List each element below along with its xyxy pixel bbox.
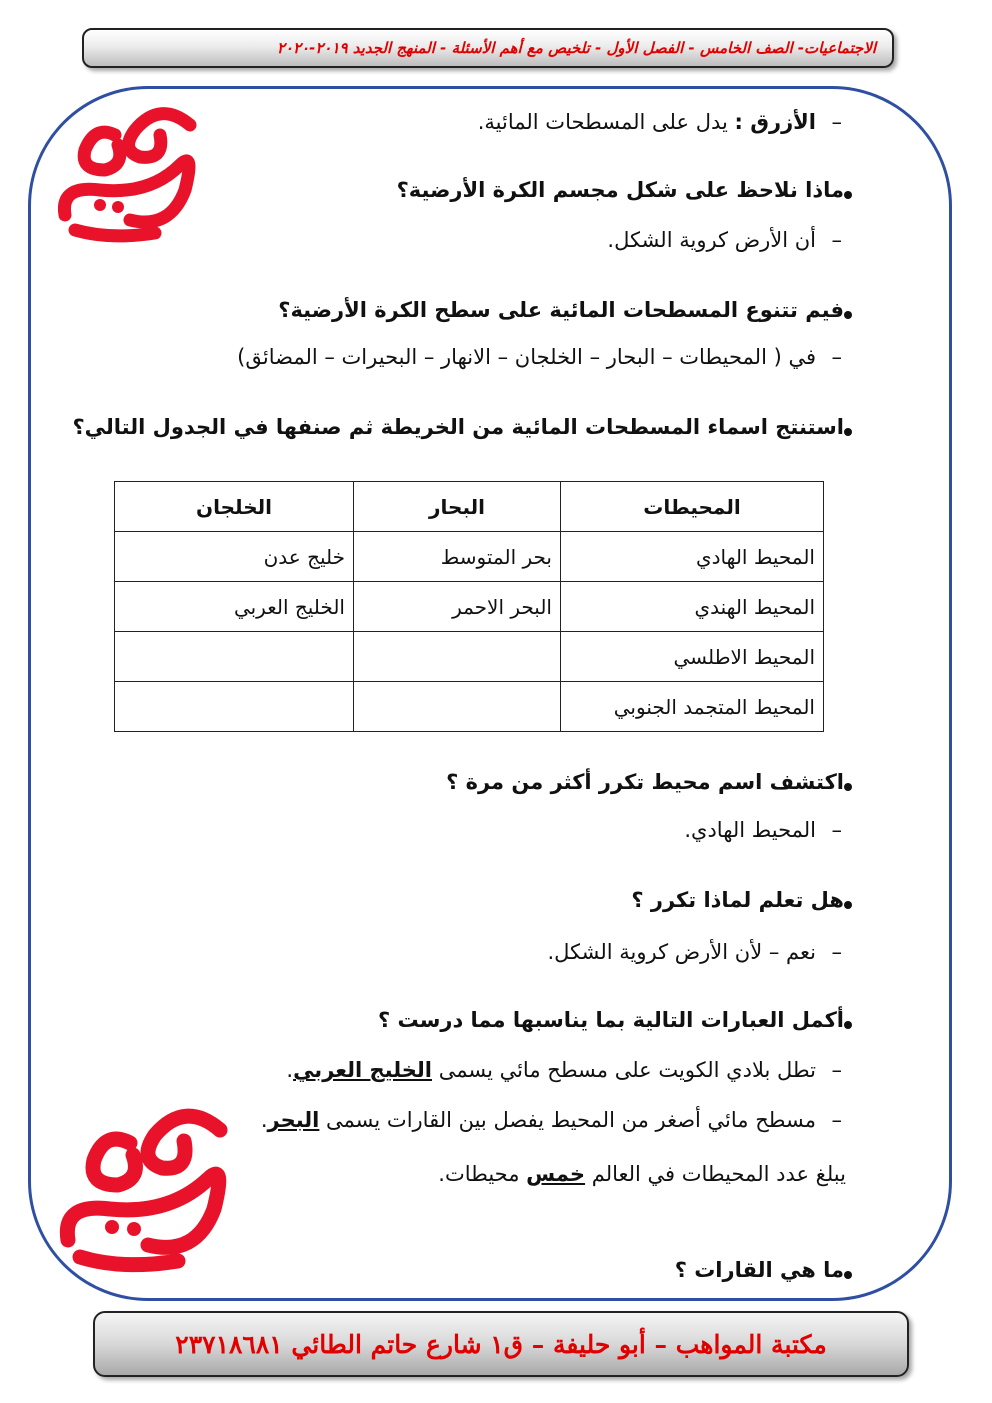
dash-mark: – [831, 818, 842, 842]
table-cell: المحيط المتجمد الجنوبي [561, 682, 824, 732]
table-row [115, 532, 824, 582]
table-cell [354, 632, 561, 682]
table-cell [115, 632, 354, 682]
complete-line [0, 1162, 992, 1186]
header-gulfs: الخلجان [115, 482, 354, 532]
question-text: ما هي القارات ؟ [674, 1258, 844, 1282]
header-oceans: المحيطات [561, 482, 824, 532]
table-row [115, 682, 824, 732]
answer-text: يدل على المسطحات المائية. [477, 110, 735, 134]
sentence-end: . [260, 1108, 268, 1132]
footer-text: مكتبة المواهب – أبو حليفة – ق١ شارع حاتم الطائي ٢٣٧١٨٦٨١ [175, 1329, 827, 1359]
table-cell: خليج عدن [115, 532, 354, 582]
water-bodies-table [114, 481, 824, 732]
question-5 [0, 888, 992, 912]
table-cell: البحر الاحمر [354, 582, 561, 632]
answer-word: البحر [267, 1108, 320, 1132]
answer-line [0, 110, 992, 134]
table-header-row [115, 482, 824, 532]
question-text: هل تعلم لماذا تكرر ؟ [631, 888, 844, 912]
sentence-end: محيطات. [438, 1162, 527, 1186]
answer-text: نعم – لأن الأرض كروية الشكل. [547, 940, 816, 964]
answer-text: المحيط الهادي. [684, 818, 816, 842]
table-cell [354, 682, 561, 732]
question-text: اكتشف اسم محيط تكرر أكثر من مرة ؟ [446, 770, 844, 794]
dash-mark: – [831, 110, 842, 134]
table-cell: الخليج العربي [115, 582, 354, 632]
dash-mark: – [831, 940, 842, 964]
answer-line [0, 345, 992, 369]
dash-mark: – [831, 345, 842, 369]
sentence-start: يبلغ عدد المحيطات في العالم [585, 1162, 846, 1186]
question-text: أكمل العبارات التالية بما يناسبها مما درست ؟ [378, 1008, 844, 1032]
table-cell [115, 682, 354, 732]
answer-word: خمس [526, 1162, 586, 1186]
complete-line [0, 1058, 992, 1082]
complete-line [0, 1108, 992, 1132]
answer-text: في ( المحيطات – البحار – الخلجان – الانهار – البحيرات – المضائق) [237, 345, 816, 369]
table-row [115, 582, 824, 632]
question-3 [0, 415, 992, 439]
dash-mark: – [831, 1058, 842, 1082]
question-text: فيم تتنوع المسطحات المائية على سطح الكرة الأرضية؟ [278, 298, 844, 322]
question-text: ماذا نلاحظ على شكل مجسم الكرة الأرضية؟ [396, 178, 844, 202]
dash-mark: – [831, 1108, 842, 1132]
sentence-start: تطل بلادي الكويت على مسطح مائي يسمى [432, 1058, 816, 1082]
sentence-end: . [286, 1058, 294, 1082]
term-label: الأزرق : [734, 110, 816, 134]
question-7 [0, 1258, 992, 1282]
question-text: استنتج اسماء المسطحات المائية من الخريطة ثم صنفها في الجدول التالي؟ [72, 415, 844, 439]
header-title: الاجتماعيات- الصف الخامس - الفصل الأول - تلخيص مع أهم الأسئلة - المنهج الجديد ٢٠١٩-٢٠٢٠ [276, 39, 876, 57]
sentence-start: مسطح مائي أصغر من المحيط يفصل بين القارات يسمى [319, 1108, 816, 1132]
question-4 [0, 770, 992, 794]
answer-word: الخليج العربي [293, 1058, 433, 1082]
answer-text: أن الأرض كروية الشكل. [607, 228, 816, 252]
question-2 [0, 298, 992, 322]
table-cell: المحيط الهادي [561, 532, 824, 582]
answer-line [0, 228, 992, 252]
question-6 [0, 1008, 992, 1032]
header-seas: البحار [354, 482, 561, 532]
table-cell: المحيط الاطلسي [561, 632, 824, 682]
table-cell: بحر المتوسط [354, 532, 561, 582]
table-row [115, 632, 824, 682]
answer-line [0, 818, 992, 842]
footer-bar [93, 1311, 909, 1377]
table-cell: المحيط الهندي [561, 582, 824, 632]
question-1 [0, 178, 992, 202]
dash-mark: – [831, 228, 842, 252]
answer-line [0, 940, 992, 964]
